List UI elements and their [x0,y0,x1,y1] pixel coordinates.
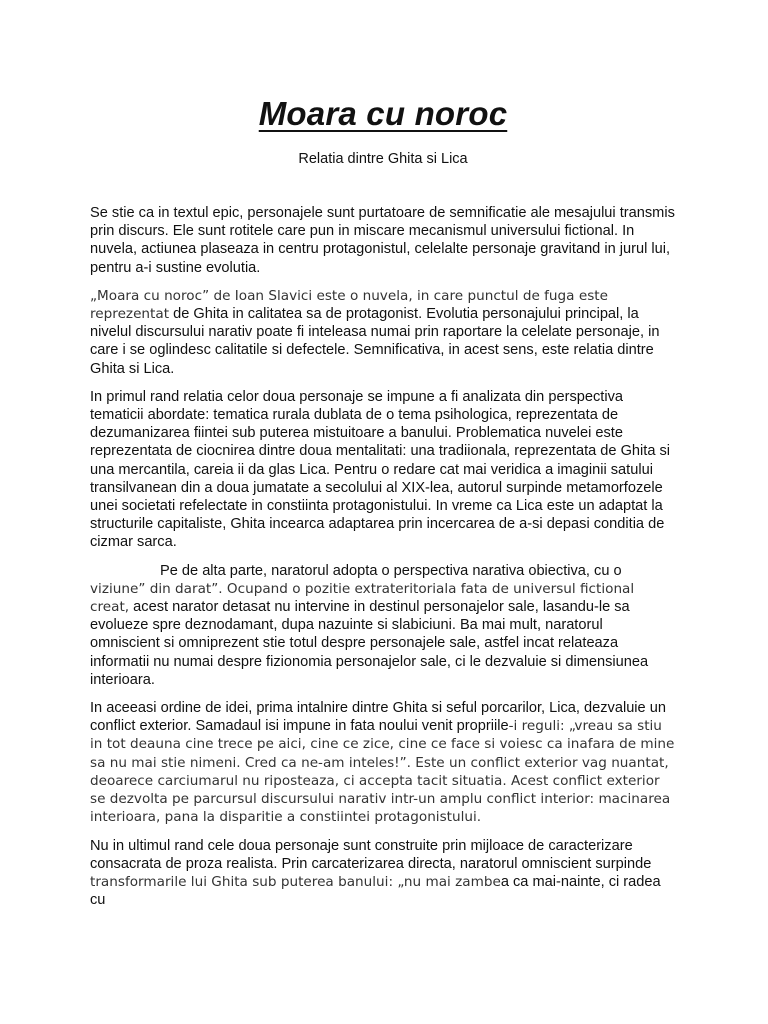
paragraph-narrator [90,562,676,689]
paragraph-text: Nu in ultimul rand cele doua personaje sunt construite prin mijloace de caracterizare consacrata de proza realista. Prin carcaterizarea directa, naratorul omniscient surpinde [90,837,652,872]
paragraph-conflict [90,699,676,826]
paragraph-text: a ca mai-nainte, ci radea cu [90,873,661,909]
document-body [90,168,676,909]
paragraph-text: In primul rand relatia celor doua personaje se impune a fi analizata din perspectiva tematicii abordate: tematica rurala dublata de o tema psihologica, reprezentata de dezumanizarea fiintei sub puterea mistuitoare a banului. Problematica nuvelei este reprezentata de ciocnirea dintre doua mentalitati: una tradiionala, reprezentata de Ghita si una mercantila, careia ii da glas Lica. Pentru o redare cat mai veridica a imaginii satului transilvanean din a doua jumatate a secolului al XIX-lea, autorul surpinde metamorfozele unei societati refelectate in constiinta protagonistului. In vreme ca Lica este un adaptat la structurile capitaliste, Ghita incearca adaptarea prin incercarea de a-si depasi conditia de cizmar sarca. [90,388,671,551]
paragraph-text: Se stie ca in textul epic, personajele sunt purtatoare de semnificatie ale mesajului transmis prin discurs. Ele sunt rotitele care pun in miscare mecanismul universului fictional. In nuvela, actiunea plaseaza in centru protagonistul, celelalte personaje gravitand in jurul lui, pentru a-i sustine evolutia. [90,205,675,276]
document-title: Moara cu noroc [258,95,508,132]
paragraph-theme [90,388,676,552]
paragraph-text-quote: „Moara cu noroc” de Ioan Slavici este o nuvela, in care punctul de fuga este reprezentat [90,287,608,323]
paragraph-text-alt: viziune” din darat”. Ocupand o pozitie extrateritoriala fata de universul fictional creat, [90,580,635,616]
document-subtitle: Relatia dintre Ghita si Lica [298,151,468,167]
paragraph-text: de Ghita in calitatea sa de protagonist. Evolutia personajului principal, la nivelul discursului narativ poate fi inteleasa numai prin raportare la celelate personaje, in care i se oglindesc calitatile si defectele. Semnificativa, in acest sens, este relatia dintre Ghita si Lica. [90,306,660,377]
paragraph-characterization [90,837,676,910]
paragraph-text-alt: transformarile lui Ghita sub puterea banului: „nu mai zambe [90,873,501,890]
paragraph-intro [90,204,676,277]
paragraph-text: Pe de alta parte, naratorul adopta o perspectiva narativa obiectiva, cu o [160,562,622,579]
paragraph-text: acest narator detasat nu intervine in destinul personajelor sale, lasandu-le sa evolueze spre deznodamant, dupa nazuinte si slabiciuni. Ba mai mult, naratorul omniscient si omniprezent stie totul despre personajele sale, astfel incat relateaza informatii nu numai despre fizionomia personajelor sale, ci le dezvaluie si dimensiunea interioara. [90,599,649,688]
paragraph-text: In aceeasi ordine de idei, prima intalnire dintre Ghita si seful porcarilor, Lica, dezvaluie un conflict exterior. Samadaul isi impune in fata noului venit propriile [90,700,666,735]
paragraph-protagonist [90,287,676,378]
paragraph-text-alt: -i reguli: „vreau sa stiu in tot deauna cine trece pe aici, cine ce zice, cine ce face si voiesc ca inafara de mine sa nu mai stie nimeni. Cred ca ne-am inteles!”. Este un conflict exterior vag nuantat, deoarece carciumarul nu riposteaza, ci accepta tacit situatia. Acest conflict exterior se dezvolta pe parcursul discursului narativ intr-un amplu conflict interior: macinarea interioara, pana la disparitie a constiintei protagonistului. [90,718,675,826]
